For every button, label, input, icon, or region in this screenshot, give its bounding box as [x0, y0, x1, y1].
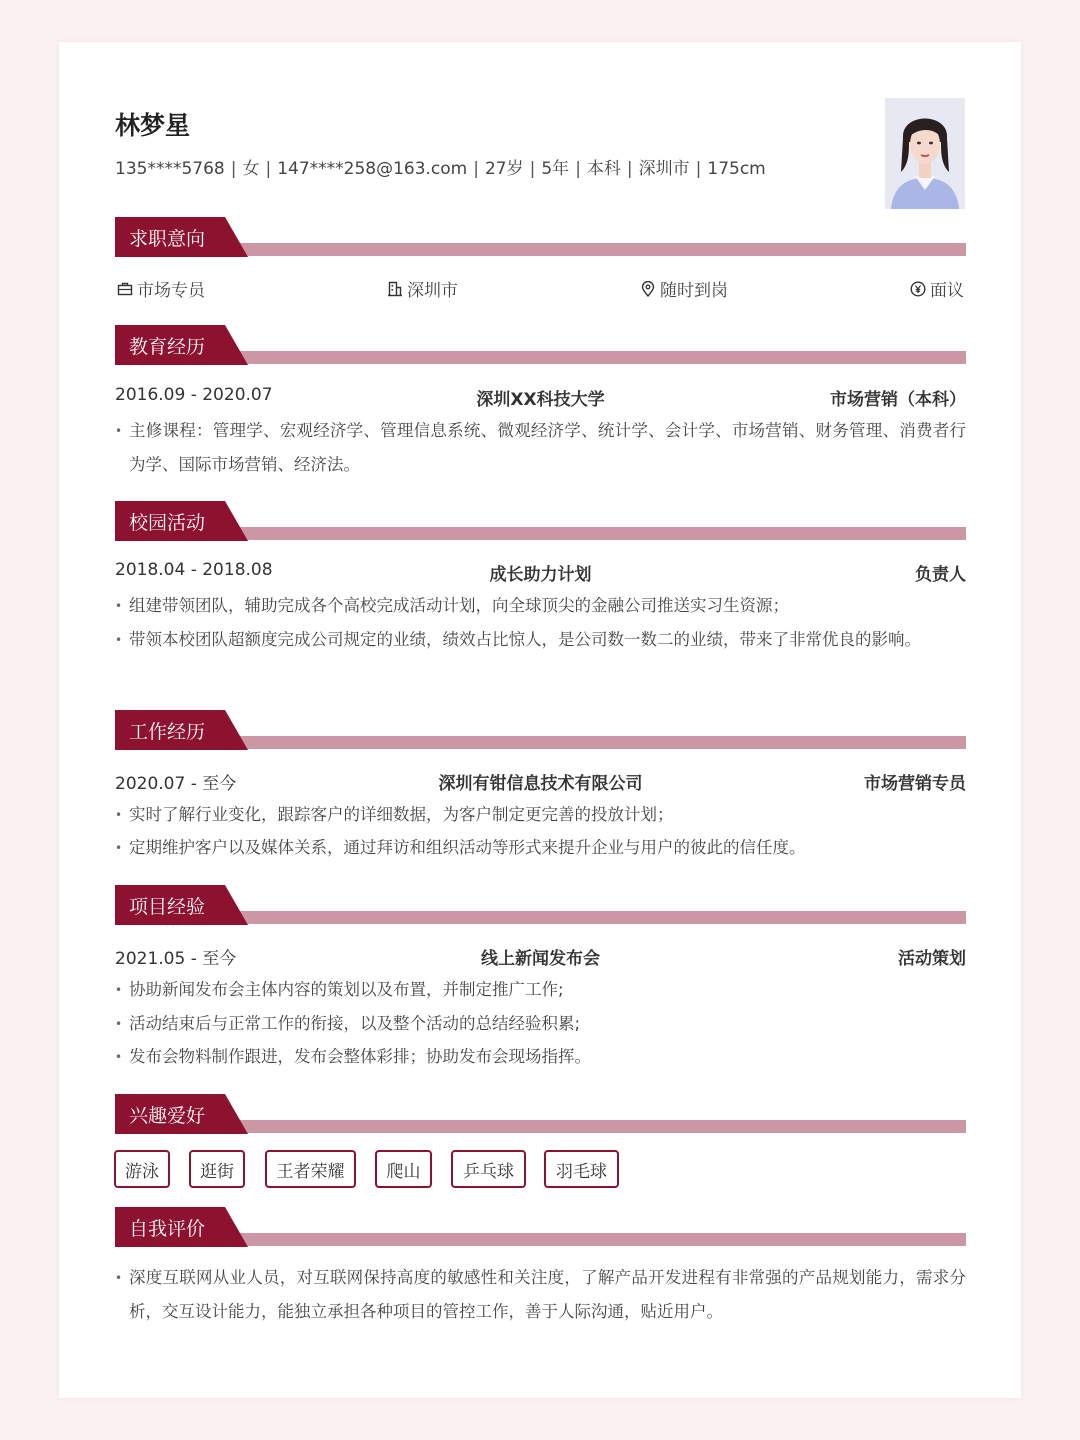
section-header-project: [115, 885, 966, 925]
section-title: 兴趣爱好: [129, 1105, 206, 1127]
briefcase-icon: [117, 281, 133, 297]
yen-coin-icon: [910, 281, 926, 297]
section-title: 工作经历: [129, 721, 206, 743]
section-bar: [225, 243, 966, 256]
work-row: [115, 769, 966, 793]
section-bar: [225, 911, 966, 924]
experience-years: 5年: [541, 159, 570, 179]
work-detail: • 实时了解行业变化，跟踪客户的详细数据，为客户制定更完善的投放计划；: [115, 798, 966, 832]
work-role: 市场营销专员: [864, 774, 966, 794]
section-header-hobbies: [115, 1094, 966, 1134]
intent-city-label: 深圳市: [407, 281, 458, 301]
intent-city: [387, 276, 458, 301]
age: 27岁: [484, 159, 524, 179]
section-header-education: [115, 325, 966, 365]
section-title: 教育经历: [129, 336, 206, 358]
project-period: 2021.05 - 至今: [115, 949, 237, 969]
intent-availability-label: 随时到岗: [660, 281, 728, 301]
section-header-campus: [115, 501, 966, 541]
hobby-tag: 游泳: [114, 1150, 170, 1188]
project-detail: • 活动结束后与正常工作的衔接，以及整个活动的总结经验积累;: [115, 1007, 966, 1041]
campus-period: 2018.04 - 2018.08: [115, 560, 273, 580]
candidate-name: 林梦星: [115, 111, 191, 140]
intent-salary: [910, 276, 964, 301]
location-pin-icon: [640, 281, 656, 297]
project-role: 活动策划: [898, 949, 966, 969]
campus-role: 负责人: [915, 565, 966, 585]
project-row: [115, 944, 966, 968]
contact-line: 135****5768 | 女 | 147****258@163.com | 27岁 | 5年 | 本科 | 深圳市 | 175cm: [115, 159, 766, 179]
section-bar: [225, 736, 966, 749]
campus-detail: • 组建带领团队，辅助完成各个高校完成活动计划，向全球顶尖的金融公司推送实习生资源；: [115, 589, 966, 623]
section-title: 项目经验: [129, 896, 206, 918]
section-header-intent: [115, 217, 966, 257]
section-title: 校园活动: [129, 512, 206, 534]
campus-name: 成长助力计划: [489, 565, 592, 585]
gender: 女: [242, 159, 260, 179]
work-company: 深圳有钳信息技术有限公司: [438, 774, 643, 794]
education-period: 2016.09 - 2020.07: [115, 385, 273, 405]
work-detail: • 定期维护客户以及媒体关系，通过拜访和组织活动等形式来提升企业与用户的彼此的信任度。: [115, 831, 966, 865]
hobby-tag: 乒乓球: [451, 1150, 526, 1188]
section-title: 求职意向: [129, 228, 206, 250]
education-major: 市场营销（本科）: [830, 390, 966, 410]
section-header-self: [115, 1207, 966, 1247]
resume-page: [59, 42, 1021, 1398]
profile-photo: [885, 98, 965, 209]
section-bar: [225, 1233, 966, 1246]
project-detail: • 协助新闻发布会主体内容的策划以及布置，并制定推广工作;: [115, 973, 966, 1007]
section-bar: [225, 1120, 966, 1133]
self-evaluation-detail: • 深度互联网从业人员，对互联网保持高度的敏感性和关注度，了解产品开发进程有非常强的产品规划能力，需求分析，交互设计能力，能独立承担各种项目的管控工作，善于人际沟通，贴近用户。: [115, 1261, 966, 1329]
work-period: 2020.07 - 至今: [115, 774, 237, 794]
intent-job: [117, 276, 205, 301]
education-detail: • 主修课程：管理学、宏观经济学、管理信息系统、微观经济学、统计学、会计学、市场营销、财务管理、消费者行为学、国际市场营销、经济法。: [115, 414, 966, 482]
height: 175cm: [707, 159, 766, 179]
section-bar: [225, 527, 966, 540]
intent-job-label: 市场专员: [137, 281, 205, 301]
degree: 本科: [586, 159, 621, 179]
intent-availability: [640, 276, 728, 301]
project-detail: • 发布会物料制作跟进，发布会整体彩排；协助发布会现场指挥。: [115, 1040, 966, 1074]
section-title: 自我评价: [129, 1218, 206, 1240]
section-header-work: [115, 710, 966, 750]
hobby-tag: 爬山: [375, 1150, 432, 1188]
campus-detail: • 带领本校团队超额度完成公司规定的业绩，绩效占比惊人，是公司数一数二的业绩，带来了非常优良的影响。: [115, 623, 966, 657]
education-school: 深圳XX科技大学: [476, 390, 605, 410]
phone: 135****5768: [115, 159, 225, 179]
hobby-tag: 逛街: [189, 1150, 245, 1188]
project-name: 线上新闻发布会: [481, 949, 600, 969]
email: 147****258@163.com: [277, 159, 468, 179]
hobby-tag: 羽毛球: [544, 1150, 619, 1188]
location: 深圳市: [638, 159, 690, 179]
building-icon: [387, 281, 403, 297]
hobby-tag: 王者荣耀: [265, 1150, 356, 1188]
section-bar: [225, 351, 966, 364]
education-row: [115, 385, 966, 409]
campus-row: [115, 560, 966, 584]
intent-salary-label: 面议: [930, 281, 964, 301]
